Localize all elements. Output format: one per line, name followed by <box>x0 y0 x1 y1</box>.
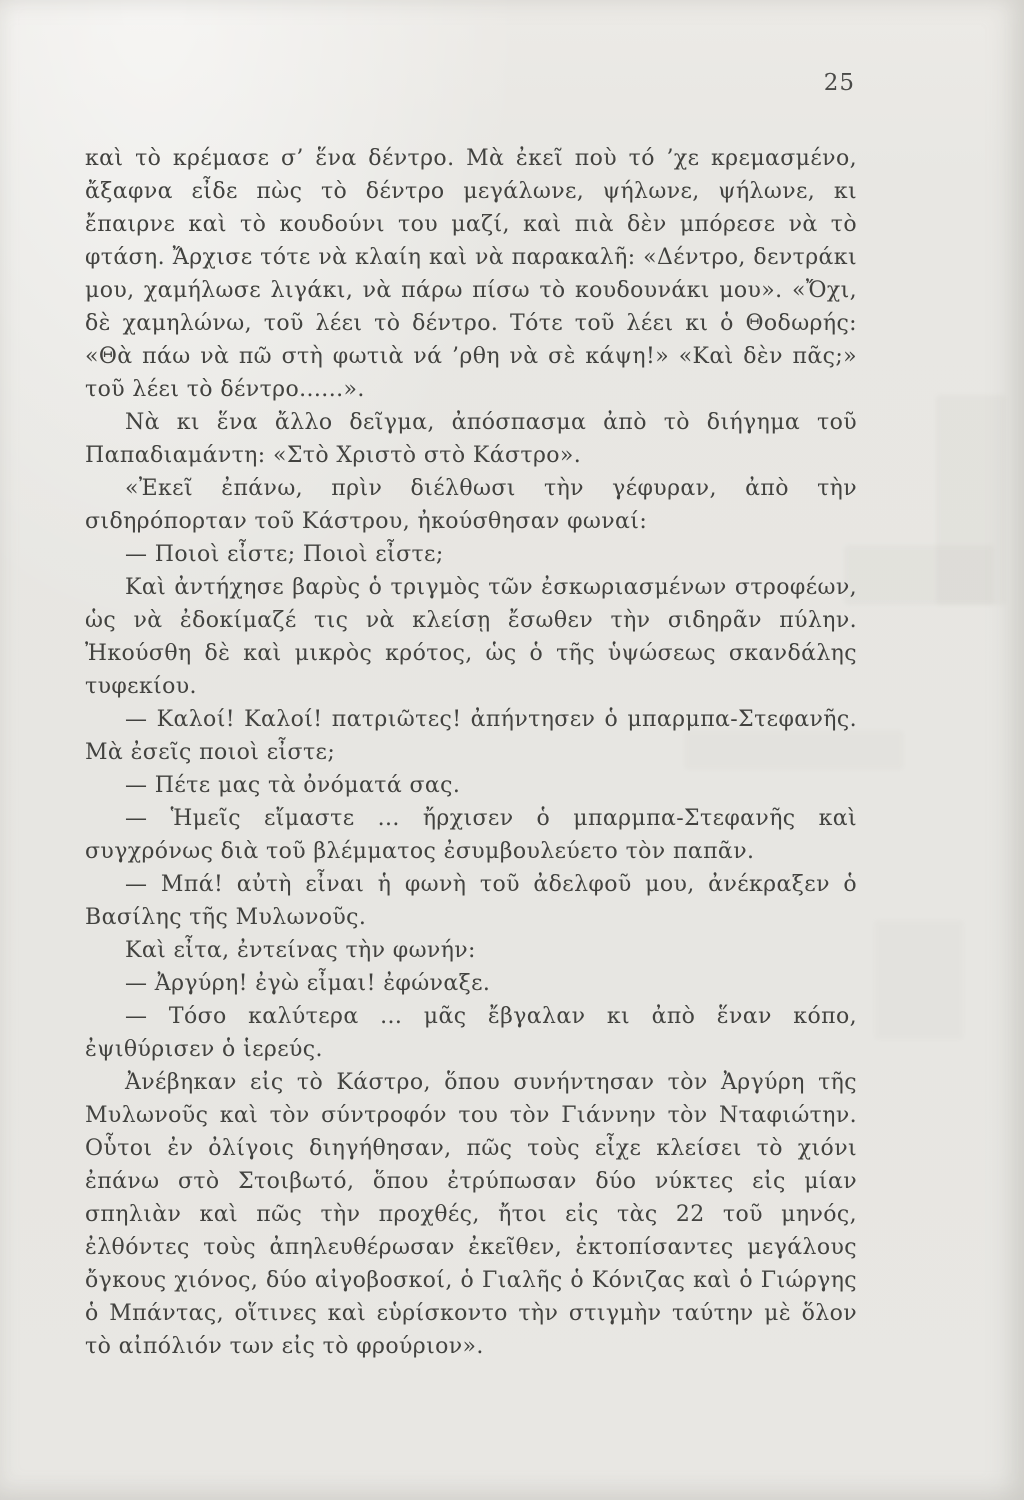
scan-bleedthrough-artifact <box>874 920 964 1040</box>
paragraph: Καὶ ἀντήχησε βαρὺς ὁ τριγμὸς τῶν ἐσκωριασμένων στροφέων, ὡς νὰ ἐδοκίμαζέ τις νὰ κλείσῃ ἔσωθεν τὴν σιδηρᾶν πύλην. Ἠκούσθη δὲ καὶ μικρὸς κρότος, ὡς ὁ τῆς ὑψώσεως σκανδάλης τυφεκίου. <box>85 575 857 699</box>
paragraph-dialogue: — Ποιοὶ εἶστε; Ποιοὶ εἶστε; <box>125 542 444 567</box>
page-number: 25 <box>823 70 855 96</box>
scan-bleedthrough-artifact <box>844 545 994 605</box>
text-block <box>85 142 857 1363</box>
paragraph-dialogue: — Ἀργύρη! ἐγὼ εἶμαι! ἐφώναξε. <box>125 971 491 996</box>
paragraph-dialogue: — Πέτε μας τὰ ὀνόματά σας. <box>125 773 461 798</box>
paragraph: «Ἐκεῖ ἐπάνω, πρὶν διέλθωσι τὴν γέφυραν, ἀπὸ τὴν σιδηρόπορταν τοῦ Κάστρου, ἠκούσθησαν φωναί: <box>85 476 857 534</box>
paragraph-dialogue: — Ἡμεῖς εἴμαστε ... ἤρχισεν ὁ μπαρμπα-Στεφανῆς καὶ συγχρόνως διὰ τοῦ βλέμματος ἐσυμβουλεύετο τὸν παπᾶν. <box>85 806 857 864</box>
paragraph: Νὰ κι ἕνα ἄλλο δεῖγμα, ἀπόσπασμα ἀπὸ τὸ διήγημα τοῦ Παπαδιαμάντη: «Στὸ Χριστὸ στὸ Κάστρο». <box>85 410 857 468</box>
paragraph: Καὶ εἶτα, ἐντείνας τὴν φωνήν: <box>125 938 476 963</box>
paragraph-dialogue: — Καλοί! Καλοί! πατριῶτες! ἀπήντησεν ὁ μπαρμπα-Στεφανῆς. Μὰ ἐσεῖς ποιοὶ εἶστε; <box>85 707 857 765</box>
paragraph-dialogue: — Τόσο καλύτερα ... μᾶς ἔβγαλαν κι ἀπὸ ἕναν κόπο, ἐψιθύρισεν ὁ ἱερεύς. <box>85 1004 857 1062</box>
paragraph-dialogue: — Μπά! αὐτὴ εἶναι ἡ φωνὴ τοῦ ἀδελφοῦ μου, ἀνέκραξεν ὁ Βασίλης τῆς Μυλωνοῦς. <box>85 872 857 930</box>
paragraph: καὶ τὸ κρέμασε σ’ ἕνα δέντρο. Μὰ ἐκεῖ ποὺ τό ’χε κρεμασμένο, ἄξαφνα εἶδε πὼς τὸ δέντρο μεγάλωνε, ψήλωνε, ψήλωνε, κι ἔπαιρνε καὶ τὸ κουδούνι του μαζί, καὶ πιὰ δὲν μπόρεσε νὰ τὸ φτάση. Ἄρχισε τότε νὰ κλαίη καὶ νὰ παρακαλῆ: «Δέντρο, δεντράκι μου, χαμήλωσε λιγάκι, νὰ πάρω πίσω τὸ κουδουνάκι μου». «Ὄχι, δὲ χαμηλώνω, τοῦ λέει τὸ δέντρο. Τότε τοῦ λέει κι ὁ Θοδωρής: «Θὰ πάω νὰ πῶ στὴ φωτιὰ νά ’ρθη νὰ σὲ κάψη!» «Καὶ δὲν πᾶς;» τοῦ λέει τὸ δέντρο......». <box>85 146 857 402</box>
scan-bleedthrough-artifact <box>936 395 1006 605</box>
paragraph: Ἀνέβηκαν εἰς τὸ Κάστρο, ὅπου συνήντησαν τὸν Ἀργύρη τῆς Μυλωνοῦς καὶ τὸν σύντροφόν του τὸν Γιάννην τὸν Νταφιώτην. Οὗτοι ἐν ὀλίγοις διηγήθησαν, πῶς τοὺς εἶχε κλείσει τὸ χιόνι ἐπάνω στὸ Στοιβωτό, ὅπου ἐτρύπωσαν δύο νύκτες εἰς μίαν σπηλιὰν καὶ πῶς τὴν προχθές, ἤτοι εἰς τὰς 22 τοῦ μηνός, ἐλθόντες τοὺς ἀπηλευθέρωσαν ἐκεῖθεν, ἐκτοπίσαντες μεγάλους ὄγκους χιόνος, δύο αἰγοβοσκοί, ὁ Γιαλῆς ὁ Κόνιζας καὶ ὁ Γιώργης ὁ Μπάντας, οἵτινες καὶ εὑρίσκοντο τὴν στιγμὴν ταύτην μὲ ὅλον τὸ αἰπόλιόν των εἰς τὸ φρούριον». <box>85 1070 857 1359</box>
